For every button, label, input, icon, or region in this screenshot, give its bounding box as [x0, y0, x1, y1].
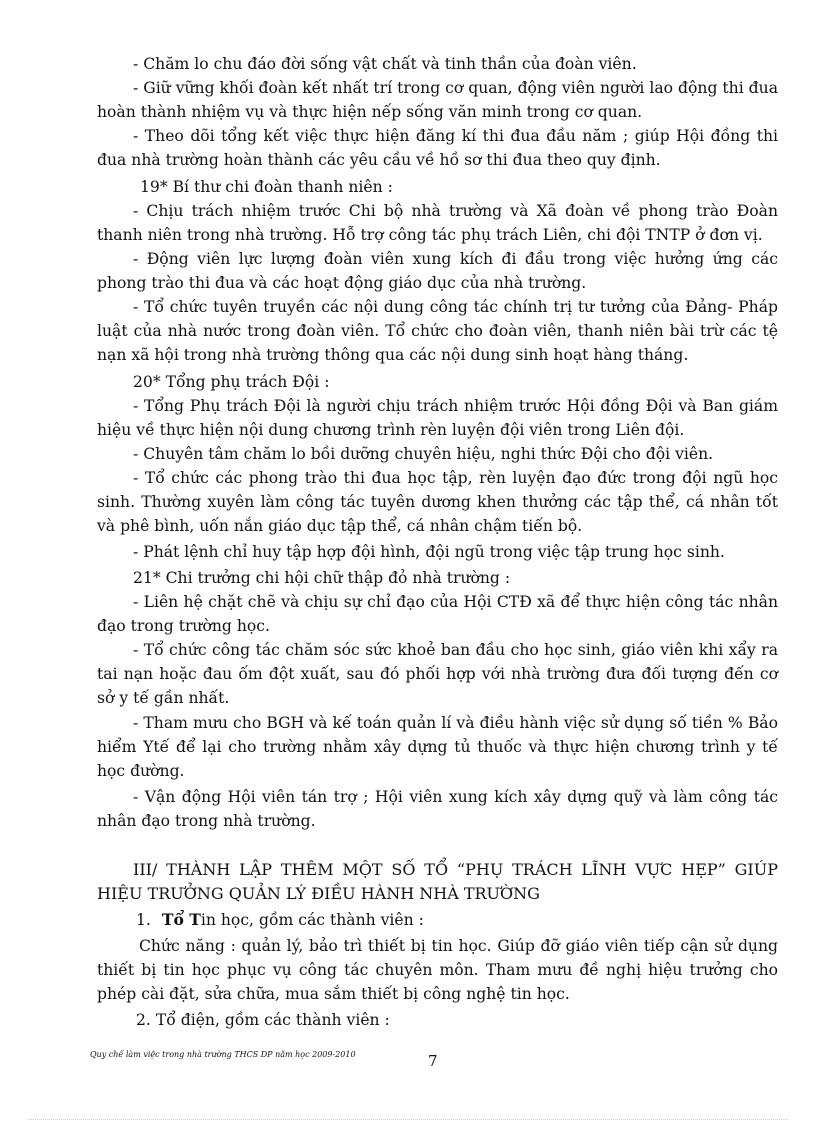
- list-item-2: 2. Tổ điện, gồm các thành viên :: [136, 1011, 390, 1029]
- section-heading-21: 21* Chi trưởng chi hội chữ thập đỏ nhà trường :: [133, 569, 511, 587]
- footer-caption: Quy chế làm việc trong nhà trường THCS DP năm học 2009-2010: [90, 1050, 356, 1059]
- paragraph: - Theo dõi tổng kết việc thực hiện đăng kí thi đua đầu năm ; giúp Hội đồng thi đua nhà trường hoàn thành các yêu cầu về hồ sơ thi đua theo quy định.: [97, 127, 778, 169]
- list-item-text: in học, gồm các thành viên :: [200, 911, 424, 929]
- paragraph: - Tổ chức các phong trào thi đua học tập, rèn luyện đạo đức trong đội ngũ học sinh. Thường xuyên làm công tác tuyên dương khen thưởng các tập thể, cá nhân tốt và phê bình, uốn nắn giáo dục tập thể, cá nhân chậm tiến bộ.: [97, 469, 778, 535]
- paragraph: - Tổ chức tuyên truyền các nội dung công tác chính trị tư tưởng của Đảng- Pháp luật của nhà nước trong đoàn viên. Tổ chức cho đoàn viên, thanh niên bài trừ các tệ nạn xã hội trong nhà trường thông qua các nội dung sinh hoạt hàng tháng.: [97, 298, 778, 364]
- page-border-line: [28, 1119, 788, 1120]
- paragraph: - Vận động Hội viên tán trợ ; Hội viên xung kích xây dựng quỹ và làm công tác nhân đạo trong nhà trường.: [97, 788, 778, 830]
- paragraph: - Động viên lực lượng đoàn viên xung kích đi đầu trong việc hưởng ứng các phong trào thi đua và các hoạt động giáo dục của nhà trường.: [97, 250, 778, 292]
- paragraph: - Liên hệ chặt chẽ và chịu sự chỉ đạo của Hội CTĐ xã để thực hiện công tác nhân đạo trong trường học.: [97, 593, 778, 635]
- paragraph: - Tổng Phụ trách Đội là người chịu trách nhiệm trước Hội đồng Đội và Ban giám hiệu về thực hiện nội dung chương trình rèn luyện đội viên trong Liên đội.: [97, 397, 778, 439]
- paragraph: Chức năng : quản lý, bảo trì thiết bị tin học. Giúp đỡ giáo viên tiếp cận sử dụng thiết bị tin học phục vụ công tác chuyên môn. Tham mưu đề nghị hiệu trưởng cho phép cài đặt, sửa chữa, mua sắm thiết bị công nghệ tin học.: [97, 937, 778, 1003]
- section-heading-III: III/ THÀNH LẬP THÊM MỘT SỐ TỔ “PHỤ TRÁCH LĨNH VỰC HẸP” GIÚP HIỆU TRƯỞNG QUẢN LÝ ĐIỀU HÀNH NHÀ TRƯỜNG: [97, 860, 778, 903]
- paragraph: - Giữ vững khối đoàn kết nhất trí trong cơ quan, động viên người lao động thi đua hoàn thành nhiệm vụ và thực hiện nếp sống văn minh trong cơ quan.: [97, 79, 778, 121]
- paragraph: - Phát lệnh chỉ huy tập hợp đội hình, đội ngũ trong việc tập trung học sinh.: [133, 543, 725, 561]
- paragraph: - Tổ chức công tác chăm sóc sức khoẻ ban đầu cho học sinh, giáo viên khi xẩy ra tai nạn hoặc đau ốm đột xuất, sau đó phối hợp với nhà trường đưa đối tượng đến cơ sở y tế gần nhất.: [97, 641, 778, 707]
- paragraph: - Chịu trách nhiệm trước Chi bộ nhà trường và Xã đoàn về phong trào Đoàn thanh niên trong nhà trường. Hỗ trợ công tác phụ trách Liên, chi đội TNTP ở đơn vị.: [97, 202, 778, 244]
- list-item-bold: Tổ T: [161, 910, 201, 929]
- paragraph: - Tham mưu cho BGH và kế toán quản lí và điều hành việc sử dụng số tiền % Bảo hiểm Ytế để lại cho trường nhằm xây dựng tủ thuốc và thực hiện chương trình y tế học đường.: [97, 714, 778, 780]
- section-heading-20: 20* Tổng phụ trách Đội :: [133, 373, 330, 391]
- paragraph: - Chuyên tâm chăm lo bồi dưỡng chuyên hiệu, nghi thức Đội cho đội viên.: [133, 445, 714, 463]
- page-number: 7: [428, 1052, 438, 1070]
- section-heading-19: 19* Bí thư chi đoàn thanh niên :: [140, 178, 393, 196]
- list-item-1: [136, 908, 424, 932]
- list-number: 1.: [136, 911, 151, 929]
- paragraph: - Chăm lo chu đáo đời sống vật chất và tinh thần của đoàn viên.: [133, 55, 637, 73]
